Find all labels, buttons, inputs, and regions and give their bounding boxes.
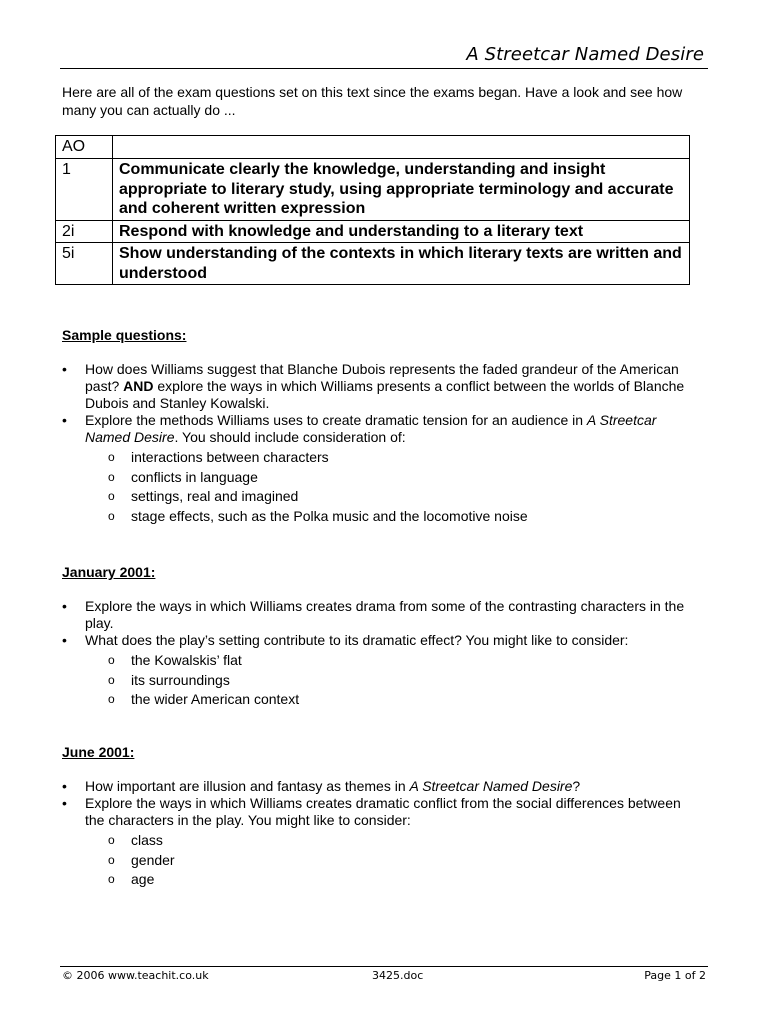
section-heading: Sample questions:	[62, 327, 187, 343]
question-list	[62, 598, 702, 710]
ao-header-desc-cell	[113, 136, 690, 159]
page-header	[60, 44, 708, 69]
sub-list-item: o settings, real and imagined	[85, 487, 702, 507]
question-list	[62, 361, 702, 526]
list-item	[62, 778, 702, 795]
ao-desc-cell: Communicate clearly the knowledge, understanding and insight appropriate to literary study, using appropriate terminology and accurate and coherent written expression	[113, 159, 690, 221]
play-title: A Streetcar Named Desire	[409, 778, 573, 794]
question-text: Explore the methods Williams uses to create dramatic tension for an audience in	[85, 412, 587, 428]
page-number: Page 1 of 2	[644, 969, 706, 982]
list-item	[62, 795, 702, 890]
document-title: A Streetcar Named Desire	[466, 44, 704, 65]
page-footer	[60, 966, 708, 982]
play-title: A Streetcar Named Desire	[85, 412, 657, 445]
ao-desc-cell: Show understanding of the contexts in which literary texts are written and understood	[113, 243, 690, 285]
question-text: explore the ways in which Williams presents a conflict between the worlds of Blanche Dubois and Stanley Kowalski.	[85, 378, 685, 411]
question-text: Explore the ways in which Williams creates dramatic conflict from the social differences between the characters in the play. You might like to consider:	[85, 795, 681, 828]
ao-header-cell: AO	[56, 136, 113, 159]
sub-list-item: o the Kowalskis’ flat	[85, 651, 702, 671]
sub-list	[85, 651, 702, 710]
january-2001-section	[62, 564, 702, 710]
question-text: How important are illusion and fantasy as themes in	[85, 778, 410, 794]
and-emphasis: AND	[123, 378, 154, 394]
sub-list-item: o interactions between characters	[85, 448, 702, 468]
sub-list-item: o its surroundings	[85, 671, 702, 691]
question-text: What does the play’s setting contribute to its dramatic effect? You might like to consider:	[85, 632, 629, 648]
june-2001-section	[62, 744, 702, 890]
section-heading: January 2001:	[62, 564, 156, 580]
list-item	[62, 632, 702, 710]
ao-code-cell: 2i	[56, 220, 113, 243]
table-row	[56, 243, 690, 285]
sub-list-item: o the wider American context	[85, 690, 702, 710]
file-name: 3425.doc	[372, 969, 424, 982]
sub-list	[85, 448, 702, 526]
question-text: . You should include consideration of:	[174, 429, 406, 445]
intro-paragraph: Here are all of the exam questions set on this text since the exams began. Have a look and see how many you can actually do ...	[62, 84, 683, 118]
section-heading: June 2001:	[62, 744, 135, 760]
ao-code-cell: 1	[56, 159, 113, 221]
sub-list-item: o stage effects, such as the Polka music and the locomotive noise	[85, 507, 702, 527]
ao-desc-cell: Respond with knowledge and understanding to a literary text	[113, 220, 690, 243]
table-header-row	[56, 136, 690, 159]
sub-list-item: o age	[85, 870, 702, 890]
sub-list-item: o gender	[85, 851, 702, 871]
sample-questions-section	[62, 327, 702, 526]
list-item	[62, 361, 702, 412]
ao-code-cell: 5i	[56, 243, 113, 285]
list-item: • Explore the ways in which Williams creates drama from some of the contrasting characters in the play.	[62, 598, 702, 632]
sub-list-item: o class	[85, 831, 702, 851]
copyright-text: © 2006 www.teachit.co.uk	[62, 969, 209, 982]
question-list	[62, 778, 702, 890]
assessment-objectives-table	[55, 135, 690, 285]
sub-list-item: o conflicts in language	[85, 468, 702, 488]
question-text: How does Williams suggest that Blanche Dubois represents the faded grandeur of the American past?	[85, 361, 679, 394]
question-text: ?	[572, 778, 581, 794]
sub-list	[85, 831, 702, 890]
table-row	[56, 220, 690, 243]
table-row	[56, 159, 690, 221]
list-item	[62, 412, 702, 526]
